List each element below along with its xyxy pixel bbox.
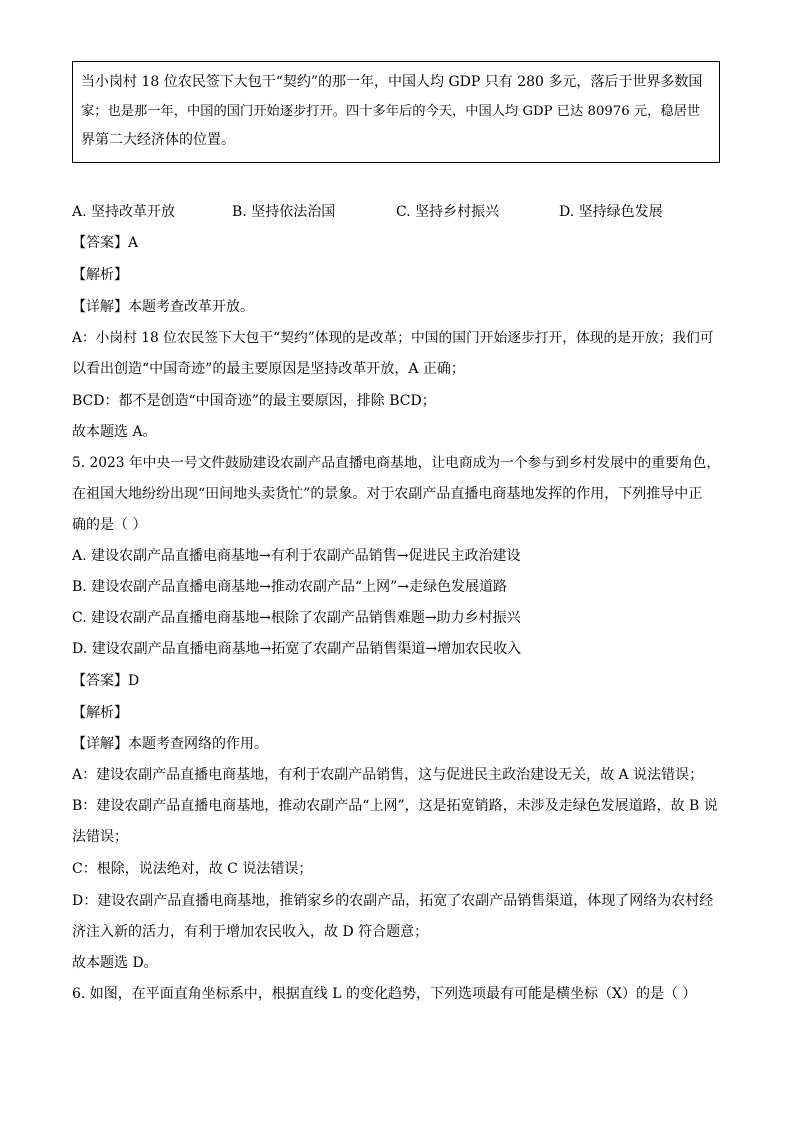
q4-detail-line: 以看出创造“中国奇迹”的最主要原因是坚持改革开放，A 正确； [72, 361, 465, 377]
q5-stem-line: 在祖国大地纷纷出现“田间地头卖货忙”的景象。对于农副产品直播电商基地发挥的作用，下列推导中正 [72, 486, 703, 502]
q4-detail-line: A：小岗村 18 位农民签下大包干“契约”体现的是改革；中国的国门开始逐步打开，体现的是开放；我们可 [72, 330, 714, 346]
q5-detail-line: 【详解】本题考查网络的作用。 [72, 736, 268, 752]
q5-detail-line: A：建设农副产品直播电商基地，有利于农副产品销售，这与促进民主政治建设无关，故 A 说法错误； [72, 767, 704, 783]
q5-detail-line: C：根除，说法绝对，故 C 说法错误； [72, 861, 313, 877]
q4-option-a: A. 坚持改革开放 [72, 204, 176, 220]
q4-option-c: C. 坚持乡村振兴 [396, 204, 500, 220]
q5-option-d: D. 建设农副产品直播电商基地→拓宽了农副产品销售渠道→增加农民收入 [72, 641, 522, 657]
material-line: 当小岗村 18 位农民签下大包干“契约”的那一年，中国人均 GDP 只有 280 多元，落后于世界多数国 [81, 74, 703, 90]
q5-stem-line: 确的是（ ） [72, 517, 147, 533]
q4-detail-line: BCD：都不是创造“中国奇迹”的最主要原因，排除 BCD； [72, 393, 436, 409]
q4-detail-line: 【详解】本题考查改革开放。 [72, 299, 254, 315]
q6-stem: 6. 如图，在平面直角坐标系中，根据直线 L 的变化趋势，下列选项最有可能是横坐标（X）的是（ ） [72, 986, 697, 1002]
q5-analysis-label: 【解析】 [72, 705, 128, 721]
q4-analysis-label: 【解析】 [72, 267, 128, 283]
q4-option-b: B. 坚持依法治国 [232, 204, 336, 220]
material-line: 家；也是那一年，中国的国门开始逐步打开。四十多年后的今天，中国人均 GDP 已达 80976 元，稳居世 [81, 104, 701, 119]
q5-answer: 【答案】D [72, 673, 140, 689]
q5-option-c: C. 建设农副产品直播电商基地→根除了农副产品销售难题→助力乡村振兴 [72, 610, 521, 626]
q5-detail-line: 故本题选 D。 [72, 955, 158, 971]
q5-detail-line: B：建设农副产品直播电商基地，推动农副产品“上网”，这是拓宽销路，未涉及走绿色发展道路，故 B 说 [72, 798, 718, 814]
q5-detail-line: D：建设农副产品直播电商基地，推销家乡的农副产品，拓宽了农副产品销售渠道，体现了网络为农村经 [72, 893, 714, 909]
q5-detail-line: 法错误； [72, 829, 128, 845]
q5-detail-line: 济注入新的活力，有利于增加农民收入，故 D 符合题意； [72, 924, 429, 940]
material-line: 界第二大经济体的位置。 [81, 132, 235, 148]
q4-option-d: D. 坚持绿色发展 [559, 204, 663, 220]
material-box [72, 61, 720, 163]
q5-option-b: B. 建设农副产品直播电商基地→推动农副产品“上网”→走绿色发展道路 [72, 579, 507, 595]
q4-detail-line: 故本题选 A。 [72, 424, 157, 440]
q4-answer: 【答案】A [72, 235, 139, 251]
q4-options [72, 202, 722, 222]
q5-option-a: A. 建设农副产品直播电商基地→有利于农副产品销售→促进民主政治建设 [72, 548, 521, 564]
q5-stem-line: 5. 2023 年中央一号文件鼓励建设农副产品直播电商基地，让电商成为一个参与到乡村发展中的重要角色， [72, 455, 721, 471]
